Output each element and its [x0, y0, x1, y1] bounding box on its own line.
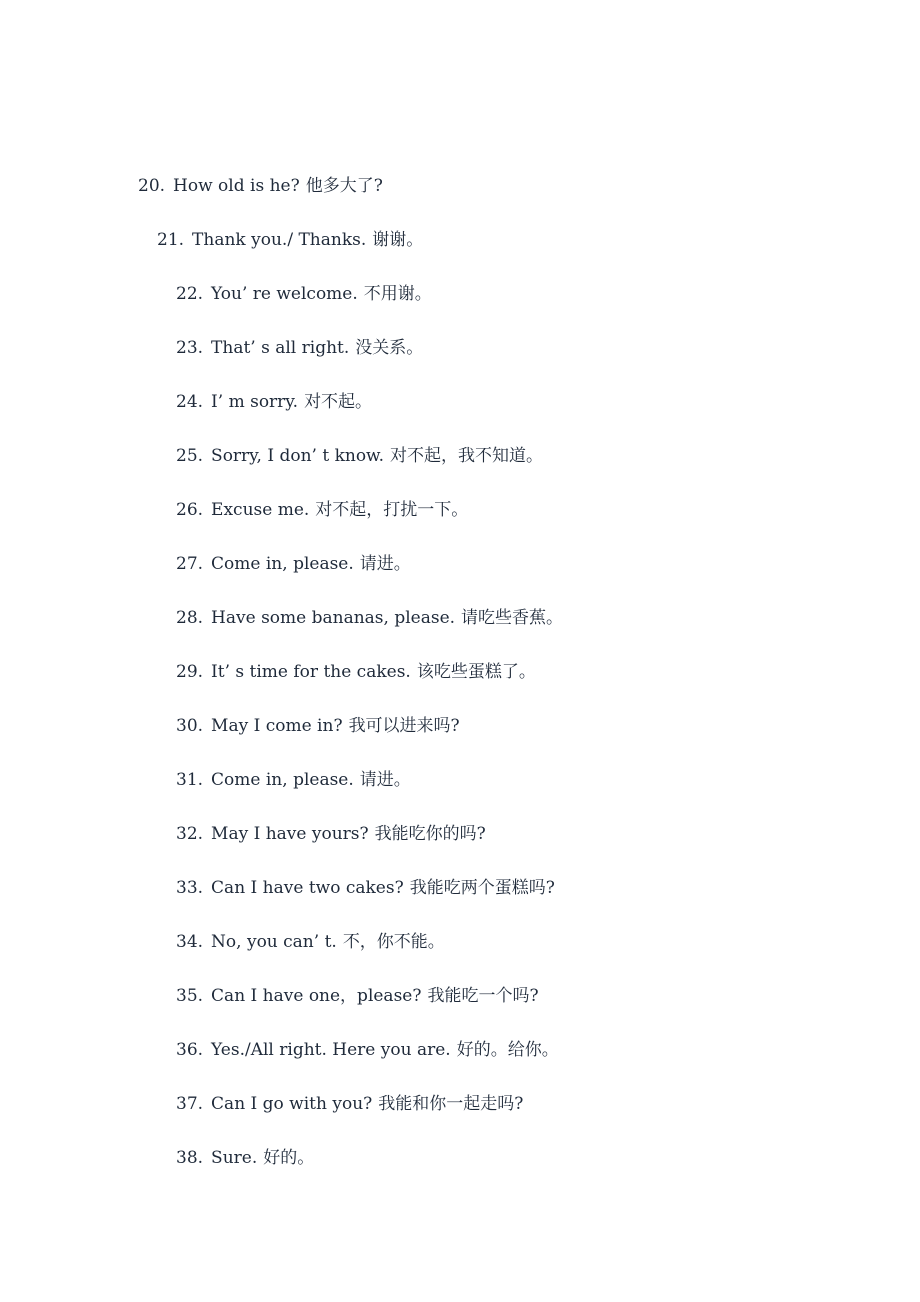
phrase-number: 38.	[176, 1148, 204, 1168]
phrase-chinese: 该吃些蛋糕了。	[416, 662, 536, 682]
phrase-chinese: 请进。	[359, 554, 411, 574]
phrase-number: 22.	[176, 284, 204, 304]
phrase-english: Can I have one，please?	[211, 986, 422, 1006]
phrase-line	[176, 333, 423, 363]
phrase-chinese: 我能和你一起走吗?	[378, 1094, 524, 1114]
phrase-english: Have some bananas, please.	[211, 608, 456, 628]
phrase-number: 37.	[176, 1094, 204, 1114]
phrase-number: 27.	[176, 554, 204, 574]
phrase-number: 33.	[176, 878, 204, 898]
phrase-line	[176, 873, 555, 903]
phrase-english: Come in, please.	[211, 554, 354, 574]
phrase-number: 20.	[138, 176, 166, 196]
phrase-chinese: 对不起，打扰一下。	[315, 500, 469, 520]
phrase-number: 30.	[176, 716, 204, 736]
phrase-chinese: 请进。	[359, 770, 411, 790]
phrase-line	[176, 819, 486, 849]
phrase-english: Thank you./ Thanks.	[192, 230, 367, 250]
phrase-line	[176, 1035, 559, 1065]
phrase-chinese: 对不起。	[304, 392, 373, 412]
phrase-chinese: 谢谢。	[372, 230, 424, 250]
phrase-line	[157, 225, 423, 255]
phrase-chinese: 我能吃你的吗?	[374, 824, 486, 844]
phrase-number: 29.	[176, 662, 204, 682]
phrase-number: 23.	[176, 338, 204, 358]
phrase-chinese: 没关系。	[355, 338, 424, 358]
phrase-line	[176, 1089, 523, 1119]
phrase-number: 31.	[176, 770, 204, 790]
phrase-line	[176, 603, 563, 633]
phrase-line	[176, 927, 445, 957]
phrase-line	[176, 495, 468, 525]
phrase-line	[176, 549, 411, 579]
phrase-chinese: 我能吃一个吗?	[427, 986, 539, 1006]
phrase-chinese: 请吃些香蕉。	[461, 608, 564, 628]
phrase-english: It’ s time for the cakes.	[211, 662, 411, 682]
phrase-english: How old is he?	[173, 176, 300, 196]
phrase-english: Yes./All right. Here you are.	[211, 1040, 451, 1060]
phrase-line	[176, 981, 539, 1011]
phrase-chinese: 好的。给你。	[456, 1040, 559, 1060]
phrase-number: 34.	[176, 932, 204, 952]
phrase-chinese: 不用谢。	[363, 284, 432, 304]
phrase-line	[138, 171, 383, 201]
phrase-english: Come in, please.	[211, 770, 354, 790]
phrase-chinese: 我能吃两个蛋糕吗?	[409, 878, 555, 898]
phrase-english: Can I go with you?	[211, 1094, 373, 1114]
phrase-english: May I have yours?	[211, 824, 369, 844]
phrase-line	[176, 711, 460, 741]
phrase-chinese: 我可以进来吗?	[348, 716, 460, 736]
phrase-number: 25.	[176, 446, 204, 466]
phrase-chinese: 好的。	[263, 1148, 315, 1168]
phrase-line	[176, 387, 372, 417]
phrase-chinese: 对不起，我不知道。	[390, 446, 543, 466]
phrase-line	[176, 765, 411, 795]
phrase-line	[176, 441, 543, 471]
phrase-english: May I come in?	[211, 716, 343, 736]
phrase-line	[176, 279, 432, 309]
phrase-number: 21.	[157, 230, 185, 250]
phrase-english: Excuse me.	[211, 500, 310, 520]
phrase-english: Sorry, I don’ t know.	[211, 446, 384, 466]
phrase-number: 28.	[176, 608, 204, 628]
phrase-number: 26.	[176, 500, 204, 520]
phrase-line	[176, 1143, 314, 1173]
phrase-chinese: 不，你不能。	[342, 932, 445, 952]
phrase-line	[176, 657, 536, 687]
phrase-number: 35.	[176, 986, 204, 1006]
phrase-english: Sure.	[211, 1148, 258, 1168]
phrase-english: No, you can’ t.	[211, 932, 337, 952]
phrase-number: 32.	[176, 824, 204, 844]
phrase-chinese: 他多大了?	[305, 176, 383, 196]
phrase-number: 24.	[176, 392, 204, 412]
phrase-english: I’ m sorry.	[211, 392, 299, 412]
phrase-english: Can I have two cakes?	[211, 878, 404, 898]
phrase-number: 36.	[176, 1040, 204, 1060]
phrase-english: That’ s all right.	[211, 338, 350, 358]
phrase-english: You’ re welcome.	[211, 284, 358, 304]
